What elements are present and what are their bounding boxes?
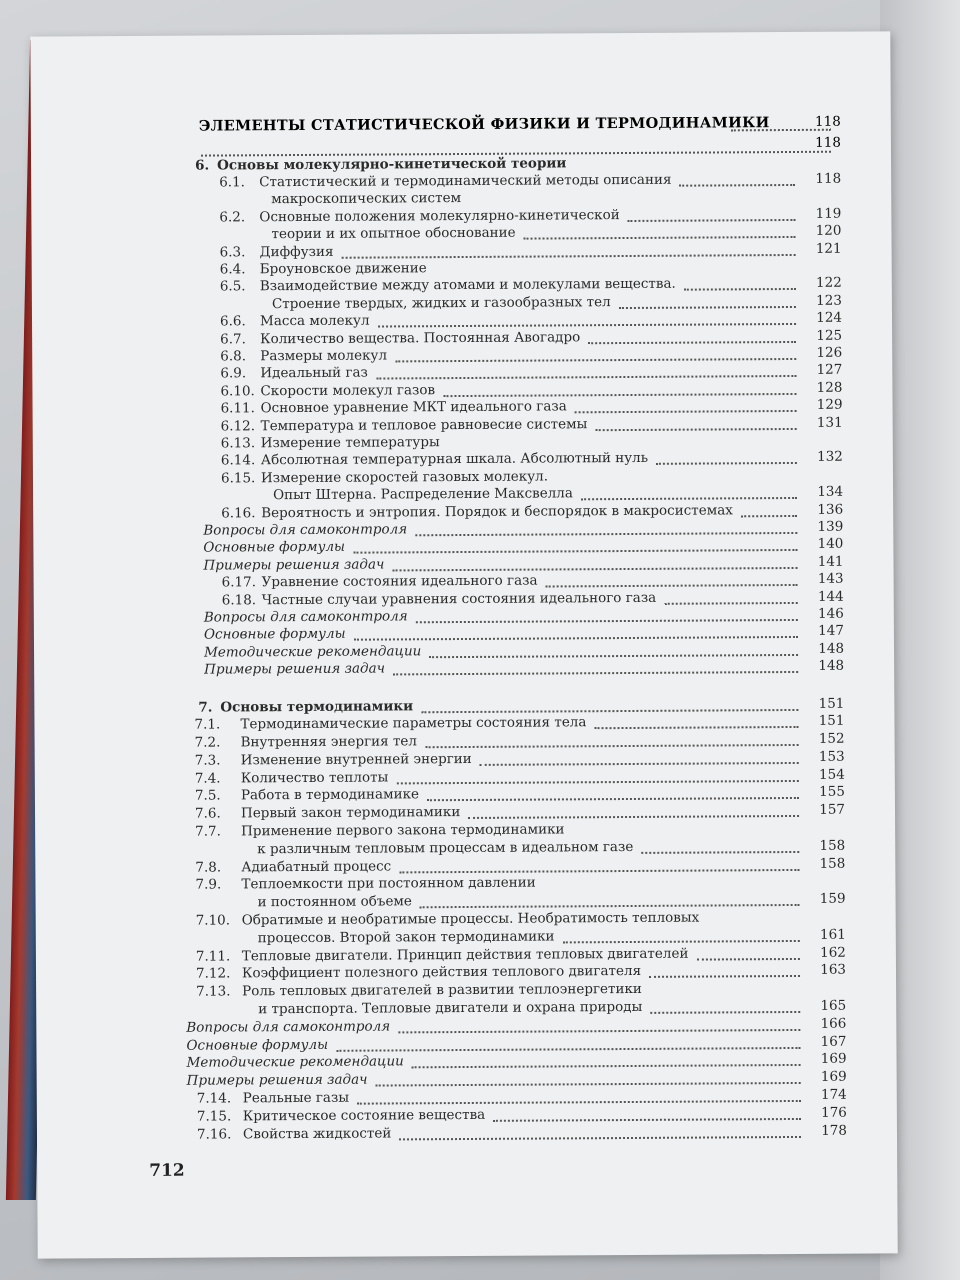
entry-page: 155: [819, 784, 845, 801]
entry-page: 159: [819, 890, 846, 908]
entry-title: Вопросы для самоконтроля: [203, 521, 408, 539]
entry-number: 6.17.: [221, 574, 257, 591]
entry-title: Адиабатный процесс: [241, 858, 392, 875]
entry-number: 7.14.: [196, 1090, 232, 1107]
entry-page: 178: [821, 1122, 848, 1139]
entry-page: 153: [818, 748, 845, 765]
entry-page: 122: [815, 275, 842, 292]
entry-page: 143: [817, 570, 844, 588]
page-number: 712: [149, 1160, 185, 1181]
entry-number: 7.4.: [194, 770, 221, 787]
entry-title: Термодинамические параметры состояния тела: [240, 714, 587, 733]
entry-page: 141: [817, 553, 844, 570]
entry-number: 7.10.: [195, 912, 231, 929]
entry-title: Размеры молекул: [260, 347, 388, 365]
entry-number: 6.3.: [219, 243, 246, 261]
entry-page: 169: [820, 1068, 847, 1086]
entry-title: Измерение температуры: [260, 434, 440, 452]
entry-number: 6.4.: [219, 261, 246, 278]
entry-title: и постоянном объеме: [257, 893, 412, 911]
entry-number: 7.3.: [194, 752, 221, 769]
entry-title: Абсолютная температурная шкала. Абсолютный нуль: [260, 450, 649, 469]
entry-page: 146: [817, 605, 844, 622]
entry-title: Опыт Штерна. Распределение Максвелла: [273, 485, 573, 504]
entry-page: 158: [819, 855, 846, 872]
entry-number: 6.18.: [221, 591, 257, 609]
entry-number: 6.14.: [220, 452, 256, 469]
entry-page: 148: [818, 657, 845, 675]
entry-title: Примеры решения задач: [203, 556, 385, 574]
entry-number: 6.7.: [220, 330, 246, 348]
entry-title: Основное уравнение МКТ идеального газа: [260, 398, 567, 417]
entry-page: 119: [815, 205, 842, 222]
entry-page: 158: [819, 837, 846, 854]
entry-page: 120: [815, 222, 842, 240]
entry-page: 136: [817, 501, 844, 518]
entry-page: 125: [816, 327, 843, 344]
entry-title: Основные формулы: [186, 1036, 329, 1054]
entry-title: Броуновское движение: [259, 260, 427, 278]
entry-title: Методические рекомендации: [186, 1053, 404, 1072]
entry-number: 6.12.: [220, 417, 256, 435]
entry-title: Роль тепловых двигателей в развитии теплоэнергетики: [242, 981, 642, 1000]
entry-title: Основные формулы: [203, 626, 346, 643]
entry-title: Взаимодействие между атомами и молекулами вещества.: [259, 276, 676, 295]
entry-page: 162: [820, 944, 846, 961]
entry-number: 7.5.: [194, 787, 221, 805]
entry-number: 7.2.: [194, 734, 221, 751]
entry-number: 6.: [195, 157, 210, 174]
entry-title: Количество теплоты: [240, 769, 389, 786]
entry-number: 7.11.: [195, 948, 231, 965]
entry-number: 7.12.: [195, 965, 231, 983]
entry-title: Свойства жидкостей: [242, 1125, 392, 1142]
section-title: ЭЛЕМЕНТЫ СТАТИСТИЧЕСКОЙ ФИЗИКИ И ТЕРМОДИНАМИКИ: [198, 114, 770, 135]
entry-title: Обратимые и необратимые процессы. Необратимость тепловых: [241, 909, 700, 929]
entry-title: Примеры решения задач: [204, 660, 386, 678]
entry-title: Количество вещества. Постоянная Авогадро: [260, 328, 581, 347]
entry-title: и транспорта. Тепловые двигатели и охрана природы: [258, 998, 643, 1018]
dot-leader: [393, 671, 798, 675]
entry-title: Основы молекулярно-кинетической теории: [217, 155, 567, 174]
entry-page: 148: [818, 640, 845, 657]
entry-title: Вероятность и энтропия. Порядок и беспорядок в макросистемах: [261, 501, 733, 521]
entry-number: 7.9.: [195, 876, 222, 894]
entry-title: Масса молекул: [259, 312, 370, 330]
entry-page: 176: [821, 1104, 847, 1121]
entry-title: Основные положения молекулярно-кинетической: [259, 206, 620, 226]
entry-title: Коэффициент полезного действия теплового двигателя: [241, 963, 642, 982]
entry-title: Строение твердых, жидких и газообразных тел: [271, 293, 611, 312]
section-page: 118: [814, 113, 841, 130]
entry-title: Диффузия: [259, 243, 334, 260]
entry-title: Статистический и термодинамический методы описания: [259, 171, 672, 191]
entry-page: 161: [819, 926, 846, 943]
entry-number: 7.6.: [194, 805, 221, 822]
entry-number: 6.10.: [220, 383, 255, 400]
entry-title: теории и их опытное обоснование: [271, 224, 516, 243]
entry-page: 129: [816, 396, 843, 414]
entry-number: 7.15.: [196, 1108, 232, 1125]
entry-page: 151: [818, 695, 845, 712]
entry-page: 166: [820, 1015, 847, 1032]
entry-page: 140: [817, 536, 844, 553]
entry-page: 163: [820, 962, 847, 979]
entry-number: 6.11.: [220, 400, 255, 417]
book-page: [30, 31, 897, 1258]
entry-page: 174: [820, 1086, 847, 1103]
entry-title: Внутренняя энергия тел: [240, 733, 418, 751]
entry-number: 7.: [198, 699, 213, 716]
entry-page: 152: [818, 730, 845, 747]
entry-page: 128: [816, 379, 843, 396]
entry-page: 157: [819, 801, 846, 819]
entry-title: Измерение скоростей газовых молекул.: [260, 468, 549, 487]
entry-title: Температура и тепловое равновесие системы: [260, 415, 588, 434]
entry-page: 132: [817, 449, 843, 466]
entry-title: макроскопических систем: [271, 190, 462, 208]
toc-entry: [34, 656, 894, 681]
entry-number: 7.13.: [196, 983, 231, 1000]
entry-number: 6.9.: [220, 365, 247, 382]
entry-number: 6.5.: [219, 278, 246, 295]
entry-title: Тепловые двигатели. Принцип действия тепловых двигателей: [241, 945, 689, 964]
entry-page: 131: [816, 414, 843, 431]
entry-title: Вопросы для самоконтроля: [186, 1018, 391, 1036]
entry-title: Частные случаи уравнения состояния идеального газа: [261, 589, 657, 608]
entry-title: Методические рекомендации: [203, 643, 422, 661]
entry-number: 6.15.: [220, 470, 256, 487]
entry-number: 6.1.: [219, 174, 245, 191]
entry-page: 126: [816, 344, 843, 361]
entry-page: 124: [816, 309, 843, 327]
entry-title: Теплоемкости при постоянном давлении: [241, 874, 536, 893]
entry-title: Первый закон термодинамики: [240, 804, 461, 822]
entry-number: 7.1.: [194, 716, 221, 733]
entry-number: 7.8.: [195, 859, 222, 876]
entry-page: 144: [817, 588, 844, 605]
entry-page: 121: [815, 240, 842, 257]
entry-page: 139: [817, 518, 844, 535]
entry-number: 6.8.: [220, 348, 247, 365]
entry-page: 147: [818, 623, 844, 640]
entry-number: 7.7.: [195, 823, 221, 840]
entry-title: к различным тепловым процессам в идеальном газе: [257, 838, 634, 858]
entry-page: 165: [820, 997, 847, 1014]
entry-title: Критическое состояние вещества: [242, 1106, 486, 1125]
section-page-extra: 118: [815, 134, 841, 151]
entry-page: 169: [820, 1051, 847, 1068]
entry-number: 7.16.: [196, 1126, 232, 1143]
table-of-contents: [30, 31, 897, 1258]
entry-title: Уравнение состояния идеального газа: [261, 572, 538, 591]
entry-number: 6.16.: [221, 504, 256, 522]
entry-page: 154: [818, 766, 845, 783]
dot-leader: [399, 1136, 801, 1140]
entry-number: 6.6.: [219, 313, 246, 330]
entry-title: процессов. Второй закон термодинамики: [257, 928, 555, 947]
entry-number: 6.13.: [220, 435, 256, 452]
entry-page: 134: [817, 483, 844, 501]
entry-number: 6.2.: [219, 209, 246, 226]
entry-page: 118: [815, 170, 842, 187]
entry-page: 127: [816, 362, 843, 379]
entry-page: 151: [818, 712, 845, 730]
toc-entry: [37, 1120, 897, 1145]
entry-page: 123: [816, 292, 842, 309]
entry-page: 167: [820, 1033, 847, 1050]
entry-title: Изменение внутренней энергии: [240, 750, 472, 769]
entry-title: Идеальный газ: [260, 364, 368, 382]
entry-title: Основы термодинамики: [220, 697, 414, 716]
entry-title: Применение первого закона термодинамики: [241, 821, 565, 840]
entry-title: Работа в термодинамике: [240, 786, 420, 804]
entry-title: Примеры решения задач: [186, 1071, 368, 1089]
entry-title: Вопросы для самоконтроля: [203, 608, 408, 626]
entry-title: Реальные газы: [242, 1089, 350, 1107]
entry-title: Скорости молекул газов: [260, 381, 436, 400]
entry-title: Основные формулы: [203, 539, 346, 556]
